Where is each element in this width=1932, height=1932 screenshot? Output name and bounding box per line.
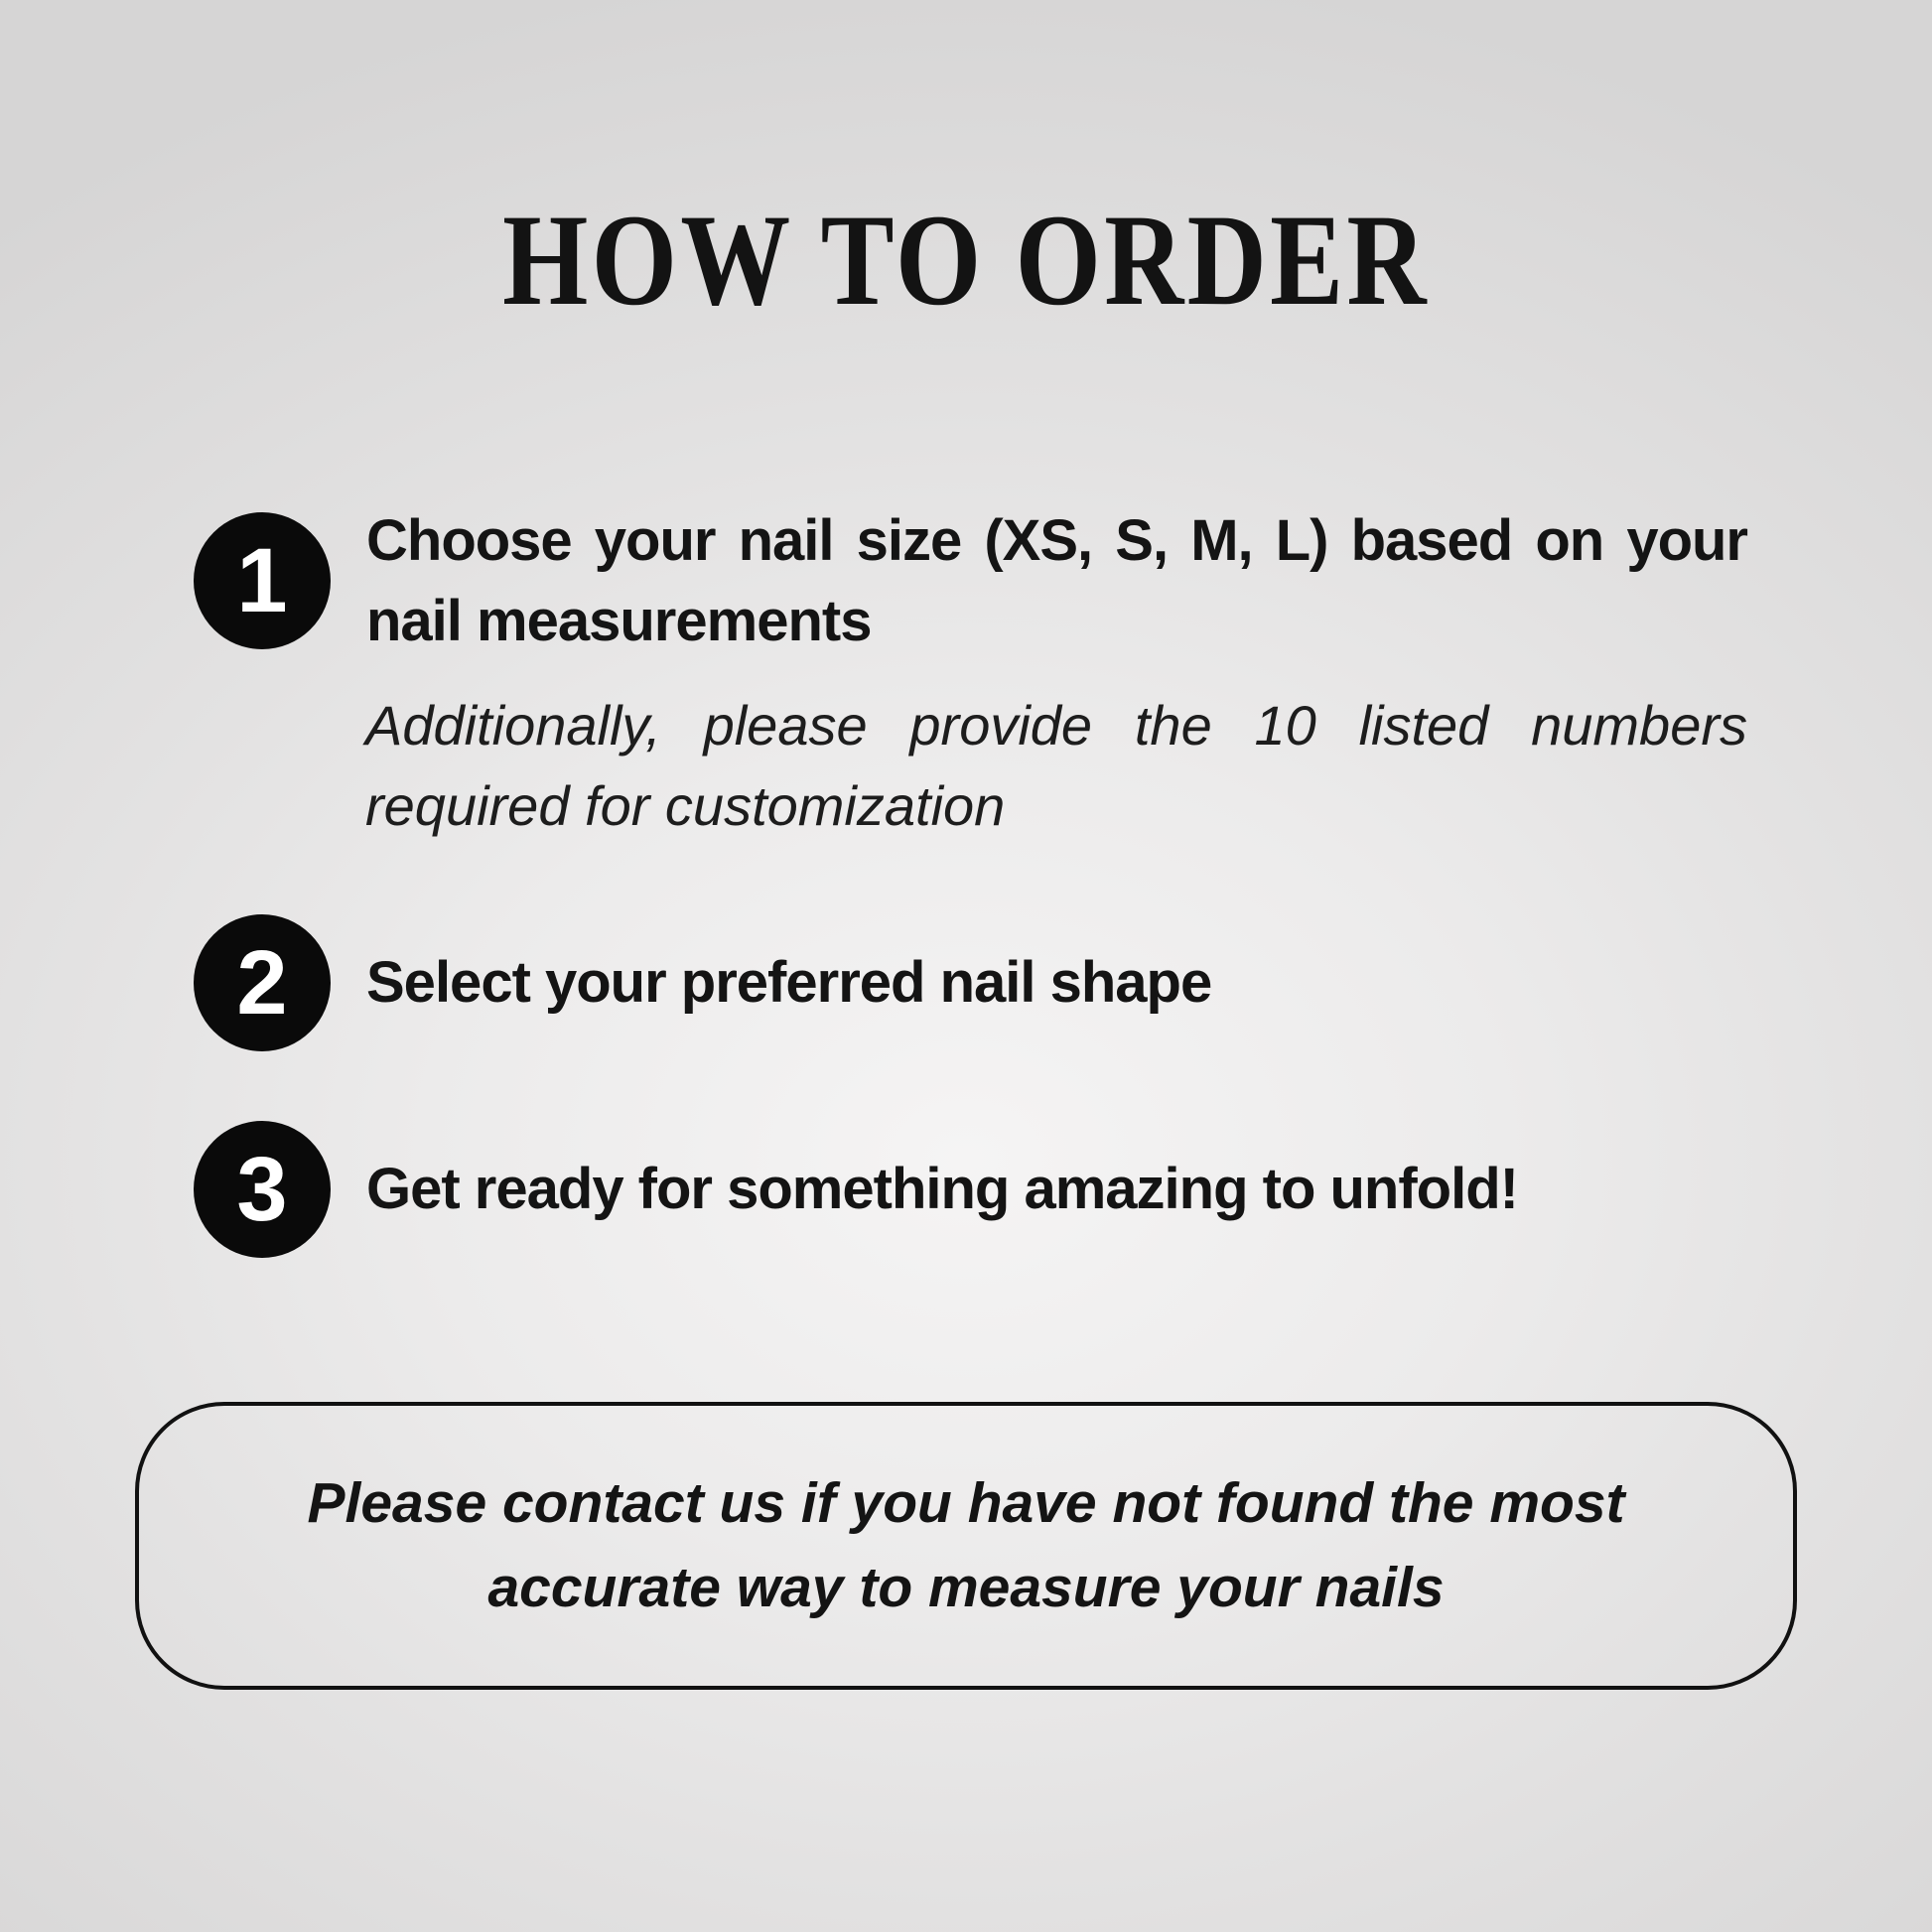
contact-note-text: Please contact us if you have not found the most accurate way to measure your nails [307,1470,1625,1619]
step-3-number: 3 [236,1139,288,1240]
step-1-number-badge [194,512,331,649]
step-1-text: Choose your nail size (XS, S, M, L) based on your nail measurements [366,508,1747,654]
page-title: HOW TO ORDER [502,187,1430,333]
contact-note-box [135,1402,1797,1690]
step-row-2 [194,913,1747,1052]
step-1-subnote: Additionally, please provide the 10 listed numbers required for customization [365,694,1747,838]
step-3-number-badge [194,1121,331,1258]
step-row-3 [194,1120,1747,1259]
step-3-text: Get ready for something amazing to unfold! [366,1157,1518,1222]
step-2-number: 2 [236,932,288,1034]
step-2-number-badge [194,914,331,1051]
step-1-number: 1 [236,530,288,632]
step-2-text: Select your preferred nail shape [366,950,1212,1016]
step-row-1 [194,500,1747,661]
